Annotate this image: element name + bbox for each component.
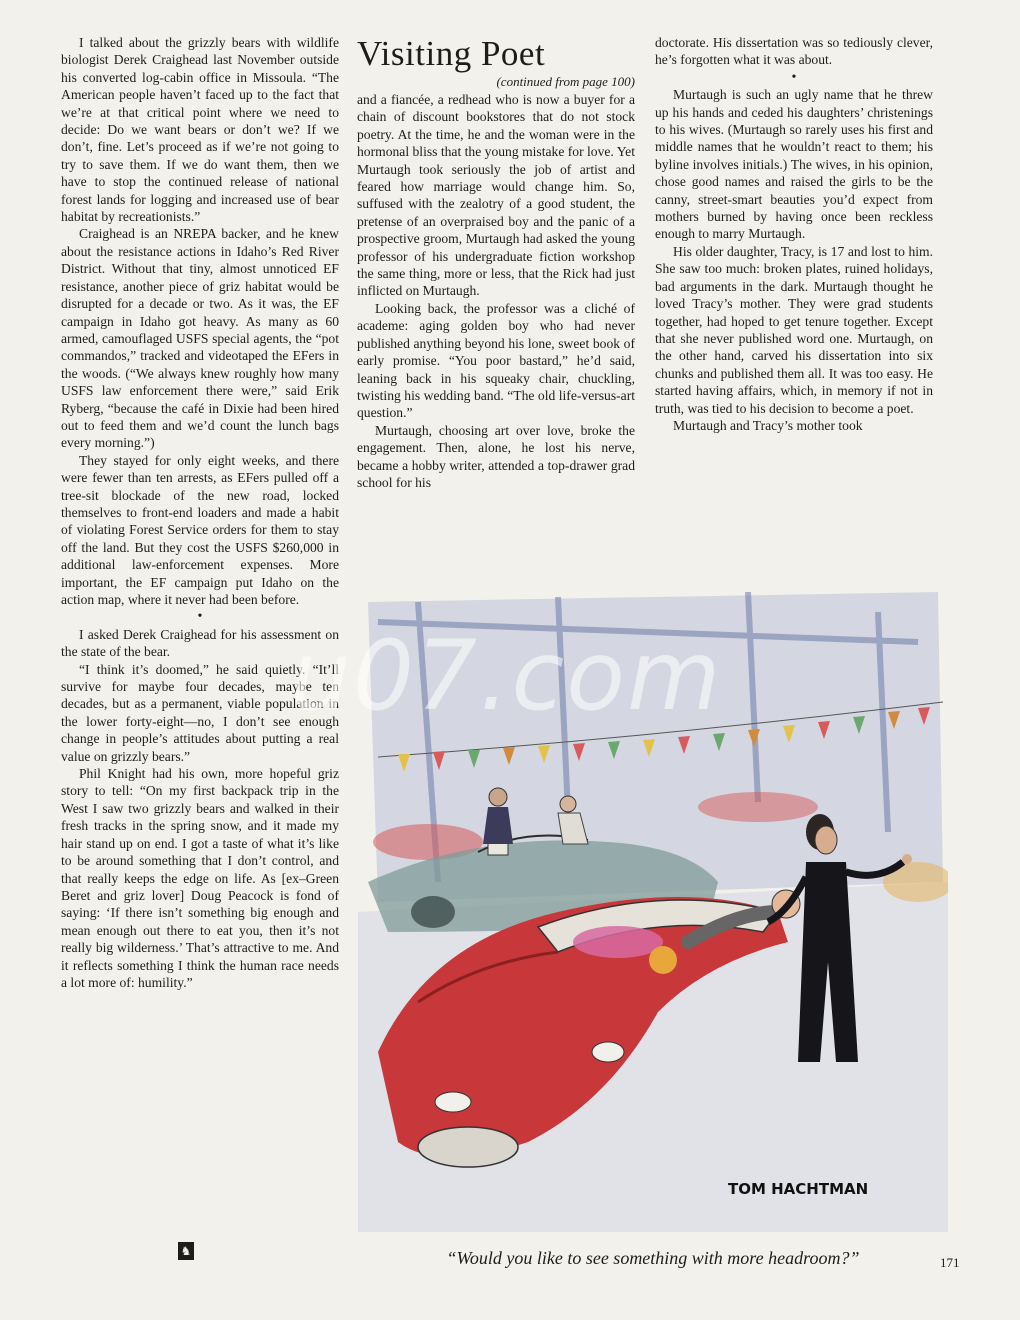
paragraph: Looking back, the professor was a cliché of academe: aging golden boy who had never published anything beyond his lone, sweet book of early promise. “You poor bastard,” he’d said, leaning back in his squeaky chair, chuckling, twisting his wedding band. “The old life-versus-art question.” [357, 300, 635, 421]
paragraph: and a fiancée, a redhead who is now a buyer for a chain of discount bookstores that do not stock poetry. At the time, he and the woman were in the hormonal bliss that the young mistake for love. Yet Murtaugh took seriously the job of artist and feared how marriage would change him. So, suffused with the zealotry of a good student, the pretense of an overpraised boy and the panic of a prospective groom, Murtaugh had asked the young professor of his undergraduate fiction workshop the same thing, more or less, that the Rick had just inflicted on Murtaugh. [357, 92, 635, 299]
paragraph: Murtaugh and Tracy’s mother took [673, 417, 863, 433]
paragraph: Murtaugh is such an ugly name that he threw up his hands and ceded his daughters’ christenings to his wives. (Murtaugh so rarely uses his first and middle names that he wouldn’t react to them; his byline involves initials.) The wives, in his opinion, chose good names and raised the girls to be the canny, street-smart beauties you’d expect from mothers burned by having once been reckless enough to marry Murtaugh. [655, 87, 933, 242]
cartoonist-signature: TOM HACHTMAN [728, 1180, 869, 1198]
continued-note: (continued from page 100) [496, 74, 635, 89]
article-column-3 [655, 34, 933, 434]
bunny-logo-icon: ♞ [178, 1242, 194, 1260]
paragraph: Phil Knight had his own, more hopeful griz story to tell: “On my first backpack trip in the West I saw two grizzly bears and walked in their fresh tracks in the spring snow, and it made my hair stand up on end. I got a taste of what it’s like to be around something that I don’t control, and that really keeps the edge on life. As [ex–Green Beret and griz lover] Doug Peacock is fond of saying: ‘If there isn’t something big enough and mean enough out there to eat you, then it’s not really big wilderness.’ That’s attractive to me. And it reflects something I think the human race needs a lot more of: humility.” [61, 766, 339, 990]
background-red-wash [698, 792, 818, 822]
article-column-2 [357, 34, 635, 491]
paragraph: “I think it’s doomed,” he said quietly. “It’ll survive for maybe four decades, maybe ten decades, but as a permanent, viable population in the lower forty-eight—no, I don’t see enough change in people’s attitudes about putting a real value on grizzly bears.” [61, 661, 339, 764]
paragraph: I asked Derek Craighead for his assessment on the state of the bear. [61, 626, 339, 660]
paragraph: doctorate. His dissertation was so tediously clever, he’s forgotten what it was about. [655, 35, 933, 68]
paragraph: His older daughter, Tracy, is 17 and lost to him. She saw too much: broken plates, ruined holidays, bad arguments in the dark. Murtaugh thought he loved Tracy’s mother. They were grad students together, had hoped to get tenure together. Except that she never published word one. Murtaugh, on the other hand, carved his dissertation into six chunks and published them all. It was too easy. He started having affairs, which, in memory if not in truth, was tied to his decision to become a poet. [655, 243, 933, 416]
paragraph: Murtaugh, choosing art over love, broke the engagement. Then, alone, he lost his nerve, became a hobby writer, attended a top-drawer grad school for his [357, 422, 635, 490]
article-column-1 [61, 34, 339, 991]
section-break-bullet: • [791, 69, 797, 85]
cartoon-illustration [358, 582, 948, 1232]
page-number: 171 [940, 1255, 960, 1270]
paragraph: They stayed for only eight weeks, and there were fewer than ten arrests, as EFers pulled off a tree-sit blockade of the new road, locked themselves to front-end loaders and made a habit of violating Forest Service orders for them to stay off the land. But they cost the USFS $260,000 in additional law-enforcement expenses. More important, the EF campaign put Idaho on the action map, where it never had been before. [61, 452, 339, 607]
watermark-text: u07.com [290, 620, 723, 732]
cartoon-caption: “Would you like to see something with more headroom?” [446, 1248, 860, 1268]
paragraph: I talked about the grizzly bears with wildlife biologist Derek Craighead last November outside his converted log-cabin office in Missoula. “The American people haven’t faced up to the fact that we’re at that critical point where we need to decide: Do we want bears or don’t we? If we don’t, fine. Let’s proceed as if we’re not going to try to save them. If we do want them, then we have to stop the continued release of national forest lands for logging and increased use of bear habitat by recreationists.” [61, 35, 339, 225]
section-break-bullet: • [197, 609, 203, 625]
story-title: Visiting Poet [357, 34, 546, 73]
paragraph: Craighead is an NREPA backer, and he knew about the resistance actions in Idaho’s Red River District. Without that tiny, almost unnoticed EF resistance, another piece of griz habitat would be disrupted for a decade or two. As it was, the EF campaign in Idaho got heavy. As many as 60 armed, camouflaged USFS special agents, the “pot commandos,” tracked and videotaped the EFers in the woods. (“We always knew roughly how many USFS law enforcement there were,” said Erik Ryberg, “because the café in Dixie had been hired out to feed them and we’d count the lunch bags every morning.”) [61, 226, 339, 451]
